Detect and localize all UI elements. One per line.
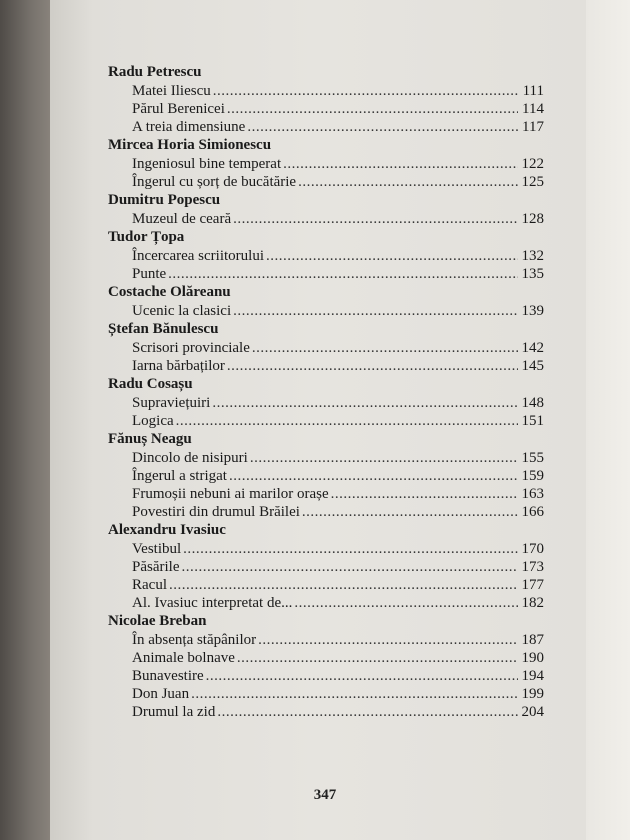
entry-title: Punte — [132, 266, 167, 282]
dot-leader — [233, 302, 518, 320]
toc-section — [108, 228, 544, 283]
dot-leader — [206, 667, 518, 685]
toc-entry — [108, 210, 544, 228]
dot-leader — [191, 685, 518, 703]
toc-entry — [108, 82, 544, 100]
dot-leader — [176, 412, 518, 430]
entry-page-number: 151 — [521, 413, 544, 429]
entry-title: Dincolo de nisipuri — [132, 450, 248, 466]
dot-leader — [183, 540, 518, 558]
entry-title: Vestibul — [132, 541, 182, 557]
author-heading: Nicolae Breban — [108, 613, 207, 629]
toc-section — [108, 320, 544, 375]
entry-title: Îngerul cu șorț de bucătărie — [132, 174, 297, 190]
entry-title: Scrisori provinciale — [132, 340, 250, 356]
author-heading: Dumitru Popescu — [108, 192, 221, 208]
author-heading: Costache Olăreanu — [108, 284, 231, 300]
entry-page-number: 199 — [521, 686, 544, 702]
entry-page-number: 194 — [521, 668, 544, 684]
author-heading: Alexandru Ivasiuc — [108, 522, 226, 538]
entry-page-number: 148 — [521, 395, 544, 411]
toc-section — [108, 430, 544, 521]
book-spine-shadow — [0, 0, 52, 840]
toc-entry — [108, 449, 544, 467]
entry-page-number: 170 — [521, 541, 544, 557]
entry-title: Ingeniosul bine temperat — [132, 156, 282, 172]
entry-title: Ucenic la clasici — [132, 303, 232, 319]
entry-title: Racul — [132, 577, 167, 593]
toc-entry — [108, 703, 544, 721]
entry-page-number: 173 — [521, 559, 544, 575]
entry-page-number: 142 — [521, 340, 544, 356]
toc-section — [108, 612, 544, 721]
entry-page-number: 122 — [521, 156, 544, 172]
toc-section — [108, 375, 544, 430]
dot-leader — [252, 339, 518, 357]
entry-title: Logica — [132, 413, 174, 429]
entry-page-number: 166 — [521, 504, 544, 520]
entry-title: Îngerul a strigat — [132, 468, 227, 484]
author-heading: Mircea Horia Simionescu — [108, 137, 272, 153]
toc-entry — [108, 394, 544, 412]
toc-entry — [108, 302, 544, 320]
dot-leader — [229, 467, 518, 485]
entry-title: Supraviețuiri — [132, 395, 211, 411]
entry-page-number: 139 — [521, 303, 544, 319]
entry-page-number: 145 — [521, 358, 544, 374]
dot-leader — [181, 558, 518, 576]
toc-section — [108, 283, 544, 320]
toc-entry — [108, 265, 544, 283]
dot-leader — [212, 394, 518, 412]
dot-leader — [294, 594, 518, 612]
entry-page-number: 117 — [522, 119, 544, 135]
toc-entry — [108, 412, 544, 430]
dot-leader — [213, 82, 518, 100]
entry-page-number: 132 — [521, 248, 544, 264]
entry-page-number: 182 — [521, 595, 544, 611]
entry-title: Animale bolnave — [132, 650, 235, 666]
toc-entry — [108, 247, 544, 265]
entry-page-number: 190 — [521, 650, 544, 666]
entry-page-number: 159 — [521, 468, 544, 484]
entry-page-number: 135 — [521, 266, 544, 282]
author-heading: Fănuș Neagu — [108, 431, 192, 447]
author-heading: Ștefan Bănulescu — [108, 321, 219, 337]
entry-title: Matei Iliescu — [132, 83, 211, 99]
entry-title: Drumul la zid — [132, 704, 216, 720]
entry-page-number: 177 — [521, 577, 544, 593]
entry-page-number: 114 — [522, 101, 544, 117]
dot-leader — [250, 449, 518, 467]
toc-entry — [108, 685, 544, 703]
entry-page-number: 155 — [521, 450, 544, 466]
dot-leader — [168, 265, 518, 283]
toc-entry — [108, 649, 544, 667]
entry-title: Păsările — [132, 559, 180, 575]
entry-title: Al. Ivasiuc interpretat de... — [132, 595, 293, 611]
toc-section — [108, 136, 544, 191]
table-of-contents — [108, 63, 544, 721]
toc-section — [108, 521, 544, 612]
toc-entry — [108, 339, 544, 357]
entry-title: Încercarea scriitorului — [132, 248, 265, 264]
dot-leader — [283, 155, 518, 173]
entry-page-number: 128 — [521, 211, 544, 227]
entry-page-number: 163 — [521, 486, 544, 502]
dot-leader — [266, 247, 518, 265]
toc-entry — [108, 155, 544, 173]
entry-page-number: 125 — [521, 174, 544, 190]
toc-entry — [108, 631, 544, 649]
toc-entry — [108, 576, 544, 594]
entry-page-number: 204 — [521, 704, 544, 720]
dot-leader — [217, 703, 518, 721]
entry-title: Povestiri din drumul Brăilei — [132, 504, 300, 520]
author-heading: Radu Petrescu — [108, 64, 202, 80]
entry-page-number: 111 — [522, 83, 544, 99]
entry-page-number: 187 — [521, 632, 544, 648]
next-page-edge — [586, 0, 630, 840]
entry-title: Bunavestire — [132, 668, 204, 684]
toc-entry — [108, 357, 544, 375]
author-heading: Tudor Țopa — [108, 229, 185, 245]
toc-section — [108, 191, 544, 228]
dot-leader — [227, 100, 518, 118]
toc-entry — [108, 118, 544, 136]
dot-leader — [227, 357, 518, 375]
dot-leader — [169, 576, 518, 594]
author-heading: Radu Cosașu — [108, 376, 193, 392]
entry-title: A treia dimensiune — [132, 119, 246, 135]
dot-leader — [258, 631, 518, 649]
toc-entry — [108, 594, 544, 612]
toc-entry — [108, 173, 544, 191]
dot-leader — [302, 503, 518, 521]
toc-section — [108, 63, 544, 136]
dot-leader — [237, 649, 518, 667]
dot-leader — [233, 210, 518, 228]
toc-entry — [108, 485, 544, 503]
dot-leader — [331, 485, 518, 503]
entry-title: Părul Berenicei — [132, 101, 225, 117]
toc-entry — [108, 667, 544, 685]
toc-entry — [108, 467, 544, 485]
entry-title: Frumoșii nebuni ai marilor orașe — [132, 486, 329, 502]
toc-entry — [108, 100, 544, 118]
dot-leader — [298, 173, 518, 191]
page-number: 347 — [313, 787, 337, 803]
entry-title: Iarna bărbaților — [132, 358, 225, 374]
entry-title: În absența stăpânilor — [132, 632, 257, 648]
toc-entry — [108, 540, 544, 558]
toc-entry — [108, 503, 544, 521]
entry-title: Don Juan — [132, 686, 190, 702]
dot-leader — [247, 118, 518, 136]
entry-title: Muzeul de ceară — [132, 211, 232, 227]
toc-entry — [108, 558, 544, 576]
